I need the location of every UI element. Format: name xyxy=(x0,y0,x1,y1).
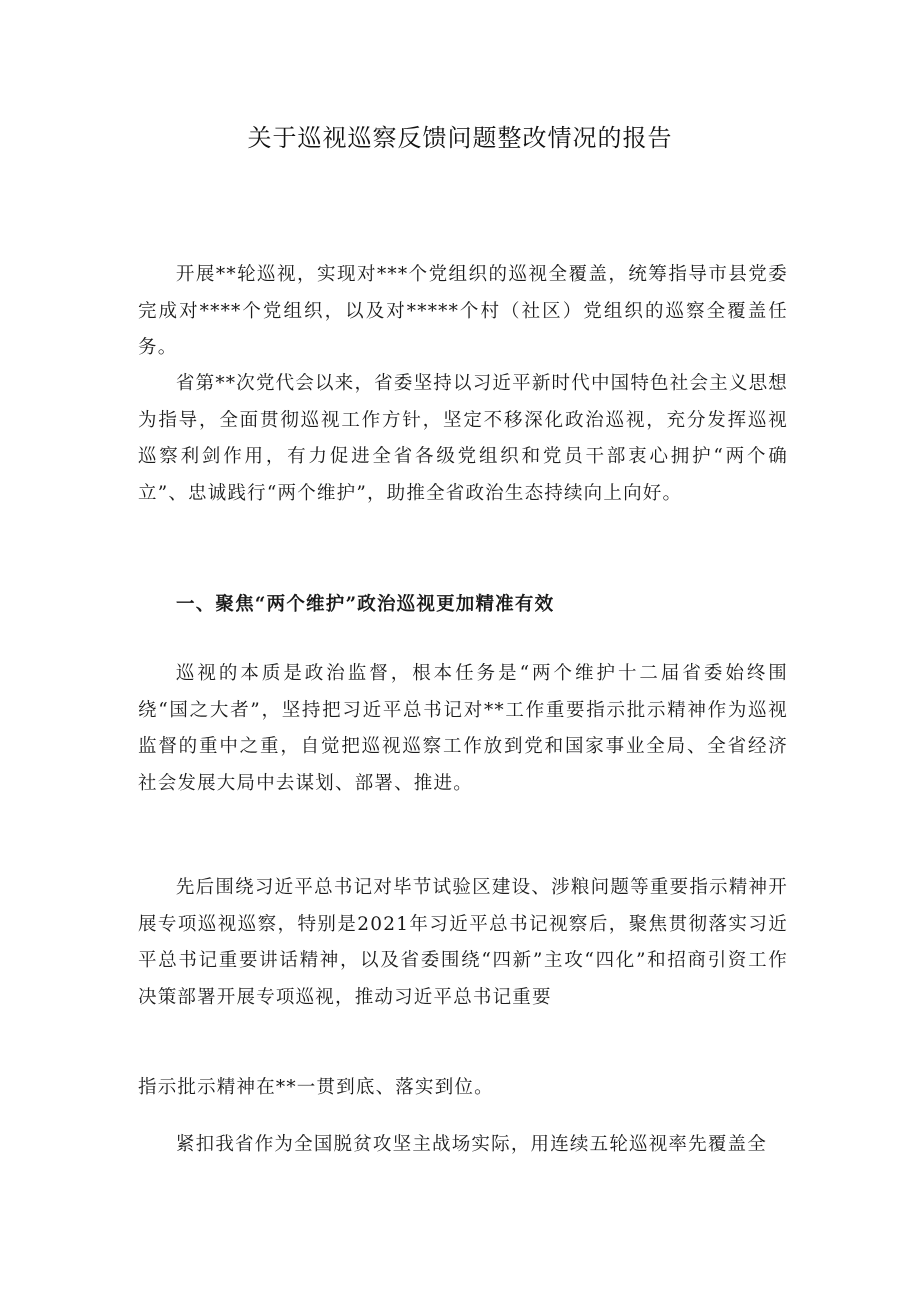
paragraph-5: 指示批示精神在**一贯到底、落实到位。 xyxy=(138,1077,494,1098)
paragraph-3: 巡视的本质是政治监督，根本任务是“两个维护十二届省委始终围绕“国之大者”，坚持把习近平总书记对**工作重要指示批示精神作为巡视监督的重中之重，自觉把巡视巡察工作放到党和国家事业全局、全省经济社会发展大局中去谋划、部署、推进。 xyxy=(138,663,788,794)
paragraph-2: 省第**次党代会以来，省委坚持以习近平新时代中国特色社会主义思想为指导，全面贯彻巡视工作方针，坚定不移深化政治巡视，充分发挥巡视巡察利剑作用，有力促进全省各级党组织和党员干部衷心拥护“两个确立”、忠诚践行“两个维护”，助推全省政治生态持续向上向好。 xyxy=(138,373,788,504)
paragraph-1: 开展**轮巡视，实现对***个党组织的巡视全覆盖，统筹指导市县党委完成对****个党组织，以及对*****个村（社区）党组织的巡察全覆盖任务。 xyxy=(138,264,788,358)
document-title: 关于巡视巡察反馈问题整改情况的报告 xyxy=(247,124,673,152)
section-heading-1: 一、聚焦“两个维护”政治巡视更加精准有效 xyxy=(176,594,555,615)
paragraph-6: 紧扣我省作为全国脱贫攻坚主战场实际，用连续五轮巡视率先覆盖全 xyxy=(175,1134,767,1155)
paragraph-4: 先后围绕习近平总书记对毕节试验区建设、涉粮问题等重要指示精神开展专项巡视巡察，特别是2021年习近平总书记视察后，聚焦贯彻落实习近平总书记重要讲话精神，以及省委围绕“四新”主攻“四化”和招商引资工作决策部署开展专项巡视，推动习近平总书记重要 xyxy=(138,877,788,1008)
